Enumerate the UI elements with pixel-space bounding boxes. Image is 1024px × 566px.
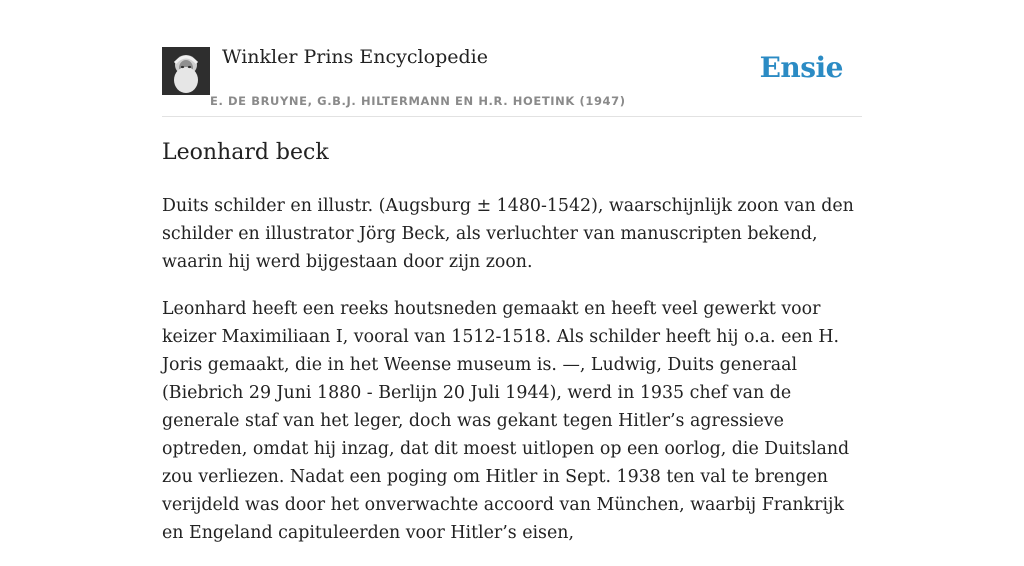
author-byline: E. DE BRUYNE, G.B.J. HILTERMANN EN H.R. HOETINK (1947) <box>210 94 626 108</box>
page <box>162 0 862 543</box>
article-title: Leonhard beck <box>162 140 329 165</box>
site-title: Winkler Prins Encyclopedie <box>222 46 488 68</box>
article-paragraph: Duits schilder en illustr. (Augsburg ± 1480-1542), waarschijnlijk zoon van den schilder en illustrator Jörg Beck, als verluchter van manuscripten bekend, waarin hij werd bijgestaan door zijn zoon. <box>162 196 854 272</box>
article-paragraph: Leonhard heeft een reeks houtsneden gemaakt en heeft veel gewerkt voor keizer Maximiliaan I, vooral van 1512-1518. Als schilder heeft hij o.a. een H. Joris gemaakt, die in het Weense museum is. —, Ludwig, Duits generaal (Biebrich 29 Juni 1880 - Berlijn 20 Juli 1944), werd in 1935 chef van de generale staf van het leger, doch was gekant tegen Hitler’s agressieve optreden, omdat hij inzag, dat dit moest uitlopen op een oorlog, die Duitsland zou verliezen. Nadat een poging om Hitler in Sept. 1938 ten val te brengen verijdeld was door het onverwachte accoord van München, waarbij Frankrijk en Engeland capituleerden voor Hitler’s eisen, <box>162 299 850 543</box>
site-header <box>162 0 862 117</box>
brand-logo-link[interactable]: Ensie <box>759 51 843 84</box>
author-avatar-icon <box>162 47 210 95</box>
article-body <box>162 192 862 566</box>
